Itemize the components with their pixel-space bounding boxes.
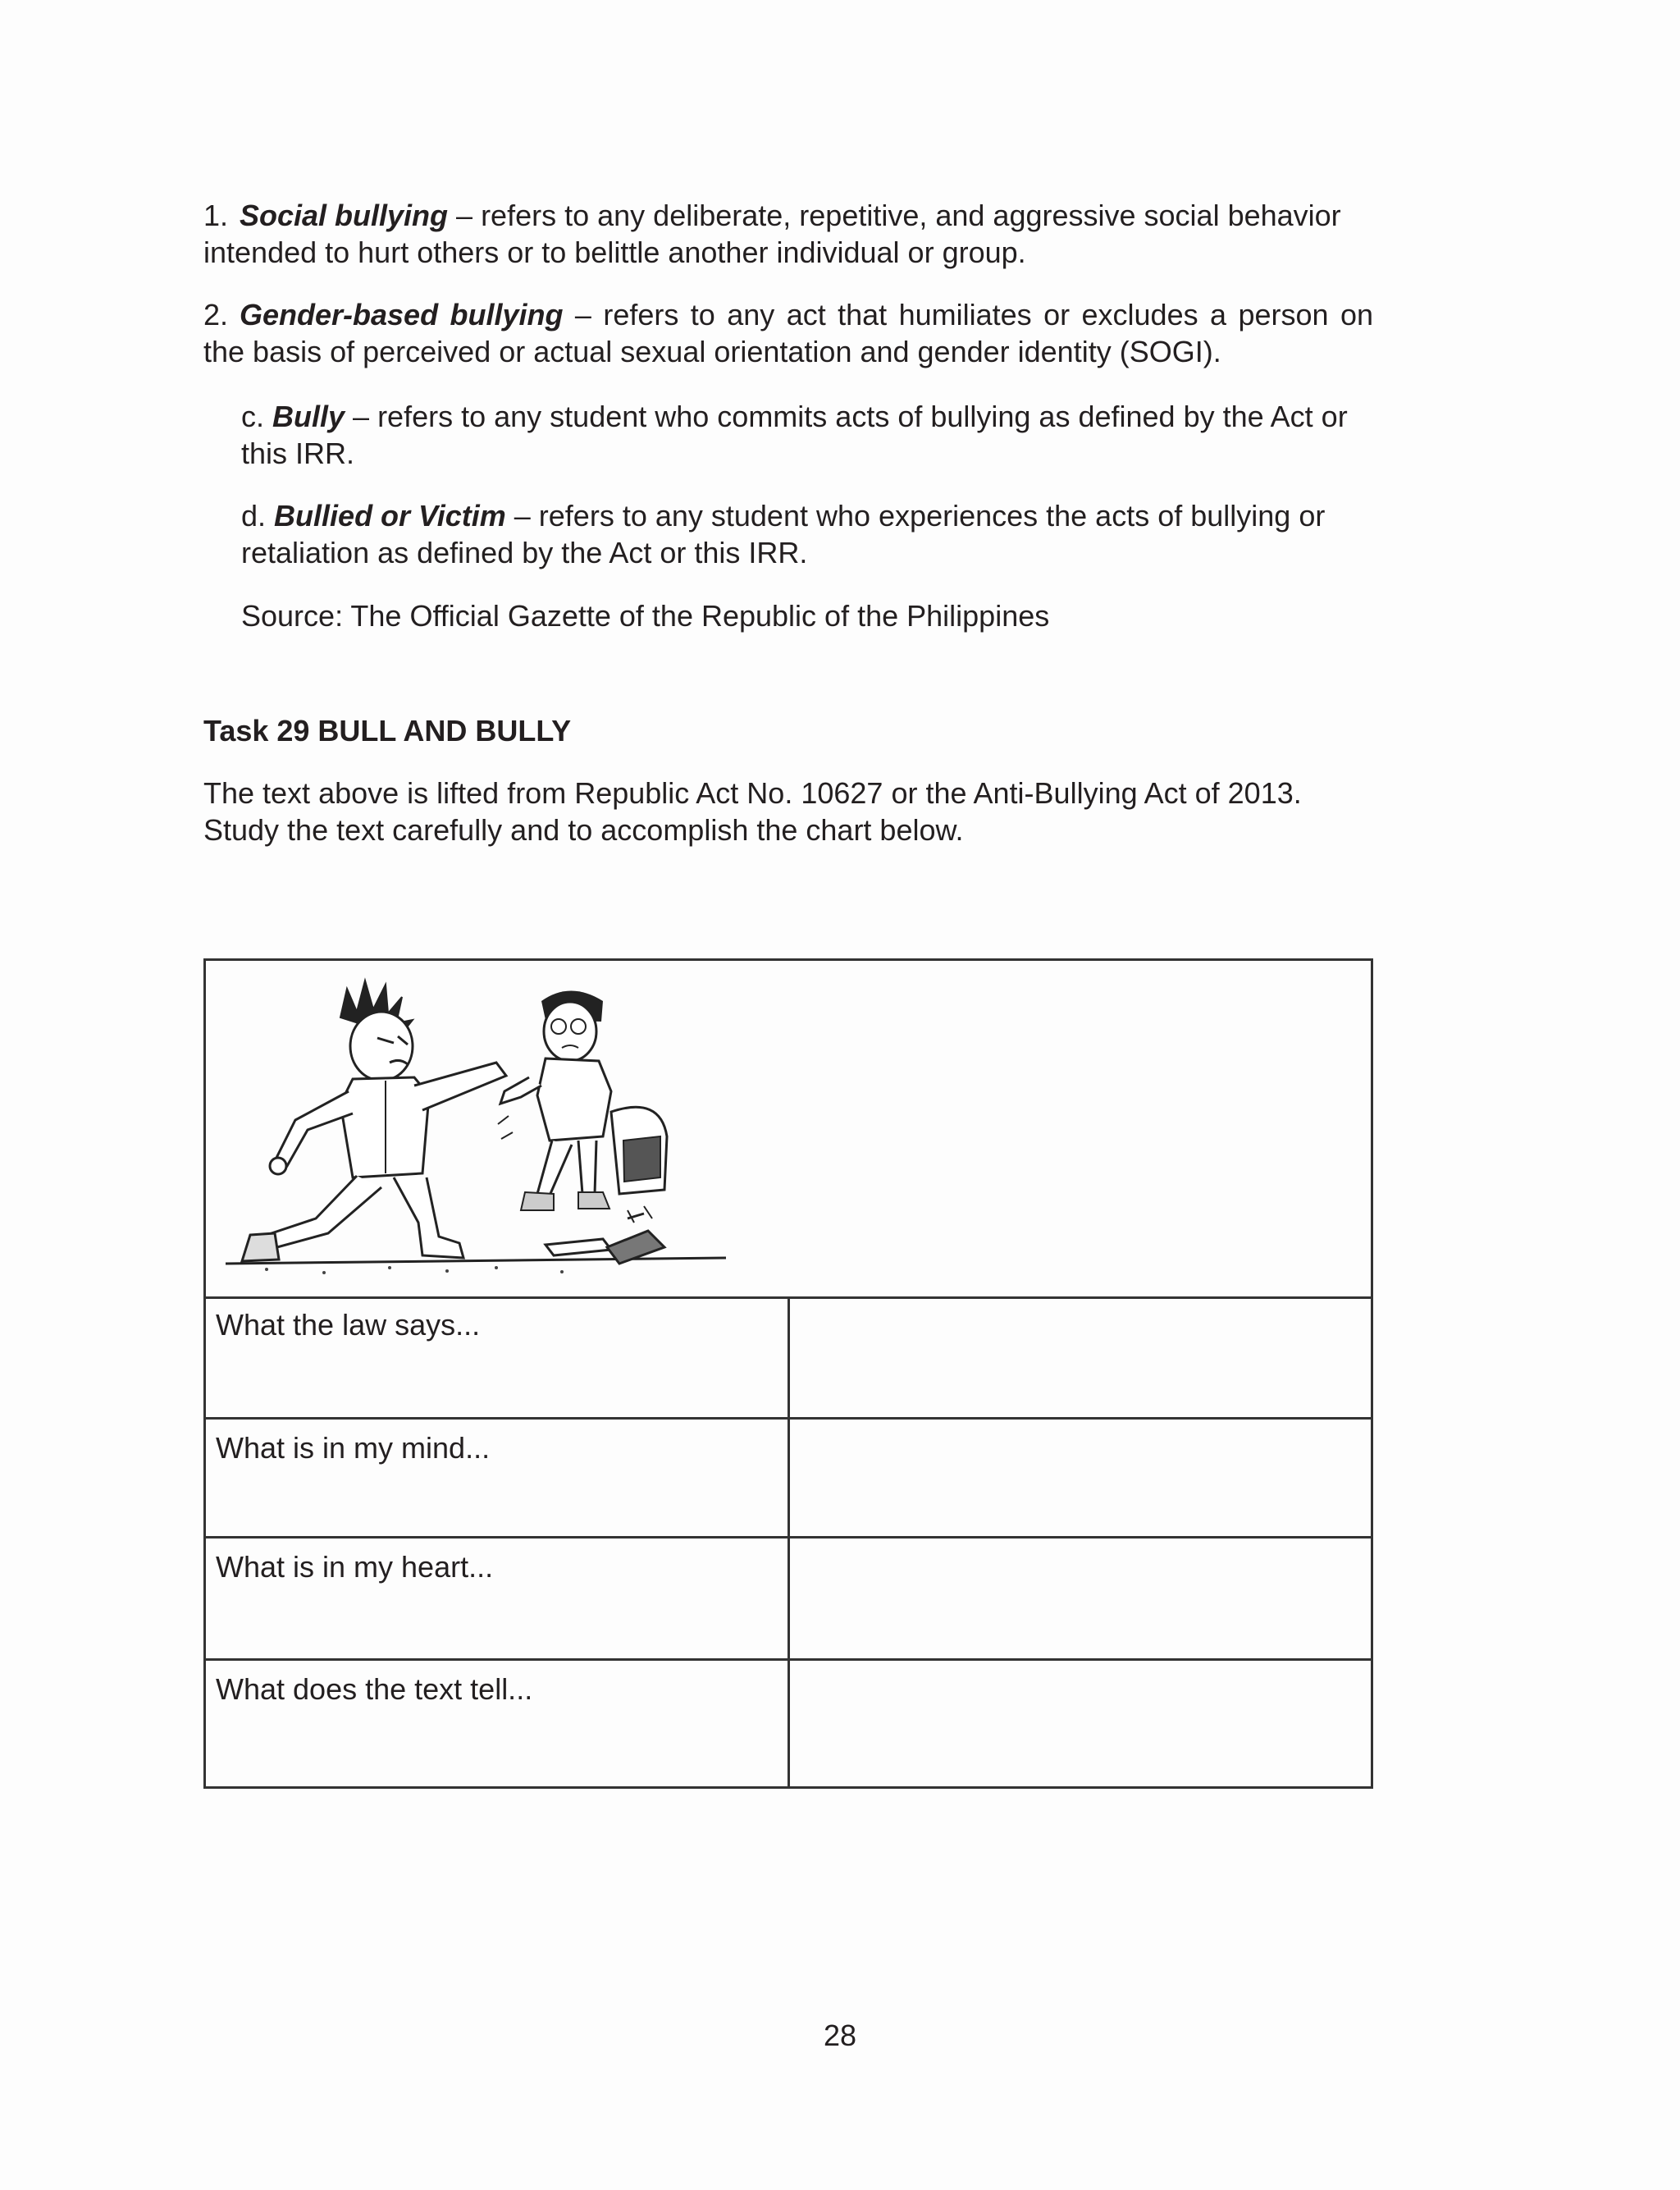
illustration-cell: [206, 961, 1371, 1299]
table-row: [206, 1420, 1371, 1538]
definition-text: – refers to any deliberate, repetitive, and aggressive social behavior intended to hurt others or to belittle another individual or group.: [203, 199, 1341, 269]
answer-cell[interactable]: [790, 1538, 1371, 1658]
table-row: [206, 1296, 1371, 1420]
definition-text: – refers to any student who experiences the acts of bullying or retaliation as defined by the Act or this IRR.: [241, 499, 1326, 569]
term-gender-based-bullying: Gender-based bullying: [240, 298, 564, 331]
row-label: What is in my heart...: [206, 1538, 790, 1658]
term-bully: Bully: [272, 400, 345, 433]
list-marker: 1.: [203, 199, 229, 232]
task-instructions: The text above is lifted from Republic Act No. 10627 or the Anti-Bullying Act of 2013. Study the text carefully and to accomplish the chart below.: [203, 776, 1302, 847]
term-bullied-or-victim: Bullied or Victim: [274, 499, 506, 533]
definition-bully: [241, 398, 1375, 472]
source-citation: Source: The Official Gazette of the Republic of the Philippines: [241, 599, 1050, 633]
term-social-bullying: Social bullying: [240, 199, 449, 232]
task-heading: Task 29 BULL AND BULLY: [203, 714, 572, 748]
list-marker: d.: [241, 499, 267, 533]
response-chart: [203, 958, 1373, 1789]
list-marker: 2.: [203, 298, 229, 331]
table-row: [206, 1661, 1371, 1786]
row-label: What is in my mind...: [206, 1420, 790, 1536]
answer-cell[interactable]: [790, 1296, 1371, 1417]
table-row: [206, 1538, 1371, 1661]
answer-cell[interactable]: [790, 1420, 1371, 1536]
row-label: What the law says...: [206, 1296, 790, 1417]
definition-text: – refers to any act that humiliates or excludes a person on the basis of perceived or actual sexual orientation and gender identity (SOGI).: [203, 298, 1373, 368]
list-marker: c.: [241, 400, 265, 433]
page-number: 28: [823, 2019, 857, 2052]
row-label: What does the text tell...: [206, 1661, 790, 1786]
definition-bullied-or-victim: [241, 497, 1375, 571]
answer-cell[interactable]: [790, 1661, 1371, 1786]
definition-gender-based-bullying: [203, 296, 1373, 370]
definition-social-bullying: [203, 197, 1375, 271]
bullying-illustration: [217, 972, 734, 1292]
definition-text: – refers to any student who commits acts of bullying as defined by the Act or this IRR.: [241, 400, 1348, 470]
